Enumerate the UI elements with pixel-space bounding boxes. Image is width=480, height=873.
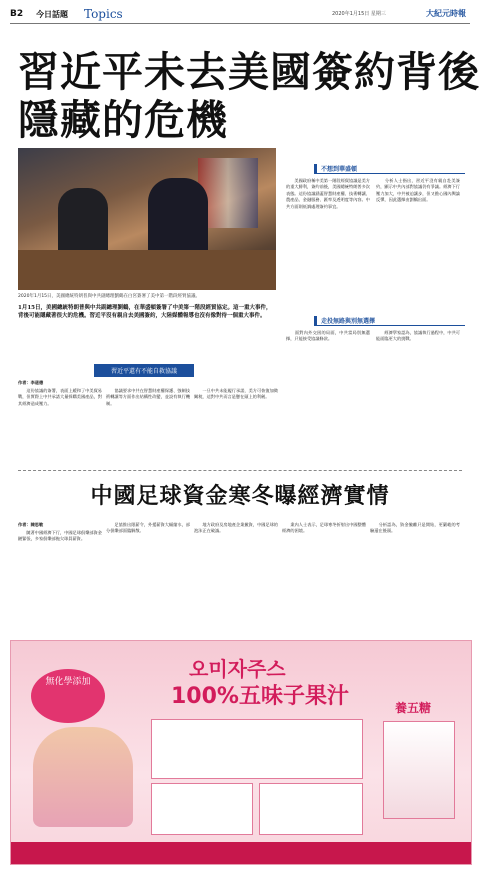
byline-2: 作者：陳思敏 (18, 522, 44, 527)
signing-desk (18, 250, 276, 290)
page-number: B2 (10, 9, 24, 19)
football-column-3: 地方政府及房地產企業撤資，中國足球的泡沫正在破滅。 (194, 522, 278, 534)
left-subhead: 習近平還有不能自救協議 (94, 364, 194, 377)
ad-product-name: 養五糖 (395, 701, 432, 715)
lead-paragraph: 1月15日，美國總統特朗普與中共副總理劉鶴，在華盛頓簽署了中美第一階段經貿協定。這一重大事件，背後可能隱藏著很大的危機。習近平沒有親自去美國簽約，大陸媒體報導也沒有像對待一個重大事件。 (18, 305, 272, 319)
news-photo (18, 148, 276, 290)
right-column-1: 美國政府稱中美第一階段經貿協議是美方的重大勝利，簽約前後，美國總統特朗普多次表態。這份協議涵蓋智慧財產權、技術轉讓、農產品、金融服務、匯率及透明度等內容。中共方面則低調處理簽約事宜。 (286, 178, 370, 209)
byline-1: 作者：李道德 (18, 380, 44, 385)
football-column-5: 分析認為，資金撤離只是開始，更嚴峻的考驗還在後頭。 (370, 522, 460, 534)
ad-slogan: 100%五味子果汁 (171, 684, 349, 709)
section-divider (18, 470, 462, 471)
section-name: 今日話題 (36, 10, 68, 19)
ad-model-photo (33, 727, 133, 827)
section-tag-1: 不想到華盛頓 (314, 164, 465, 174)
page-header (10, 5, 470, 24)
main-headline (18, 48, 480, 144)
figure-left (58, 188, 108, 258)
ad-footer-bar (11, 842, 471, 864)
left-column-2: 協議要求中共在智慧財產權保護、強制技術轉讓等方面作出結構性改變，並設有執行機制。 (106, 388, 190, 406)
figure-right (148, 178, 208, 258)
football-column-1: 隨著中國經濟下行，中國足球俱樂部資金鏈緊張，多家俱樂部拖欠球員薪資。 (18, 530, 102, 542)
ad-product-image (383, 721, 455, 819)
issue-date: 2020年1月15日 星期三 (332, 11, 386, 17)
newspaper-logo: 大紀元時報 (426, 9, 466, 18)
ad-info-box-2 (259, 783, 363, 835)
right-column-4: 經濟學家認為，協議執行過程中，中共可能面臨更大的挑戰。 (376, 330, 460, 342)
right-column-3: 面對內外交困的局面，中共當局別無選擇，只能接受協議條款。 (286, 330, 370, 342)
ad-brand: 오미자주스 (189, 657, 286, 681)
ad-feature-box (151, 719, 363, 779)
left-column-3: 一旦中共未能履行承諾，美方可恢復加徵關稅，這對中共而言是懸在頭上的利劍。 (194, 388, 278, 400)
ad-info-box-1 (151, 783, 253, 835)
section-tag-2: 走投無路與別無選擇 (314, 316, 465, 326)
advertisement (10, 640, 472, 865)
ad-badge: 無化學添加 (31, 669, 105, 723)
topic-label: Topics (84, 7, 123, 21)
football-column-2: 足協推出限薪令，外援薪資大幅縮水，部分俱樂部面臨解散。 (106, 522, 190, 534)
football-column-4: 業內人士表示，足球寒冬折射出中國整體經濟的困境。 (282, 522, 366, 534)
headline-line-1: 習近平未去美國簽約背後 (18, 48, 480, 96)
second-headline: 中國足球資金寒冬曝經濟實情 (90, 483, 390, 509)
left-column-1: 這份協議的簽署，表面上緩和了中美貿易戰，但實際上中共承諾大量採購美國產品，對其經濟造成壓力。 (18, 388, 102, 406)
right-column-2: 分析人士指出，習近平沒有親自赴美簽約，顯示中共內部對協議仍有爭議。經濟下行壓力加大，中共被迫讓步，但又擔心國內輿論反彈，因此選擇由劉鶴出面。 (376, 178, 460, 203)
photo-caption: 2020年1月15日，美國總統特朗普與中共副總理劉鶴在白宮簽署了美中第一階段經貿協議。 (18, 294, 201, 299)
headline-line-2: 隱藏的危機 (18, 96, 228, 144)
